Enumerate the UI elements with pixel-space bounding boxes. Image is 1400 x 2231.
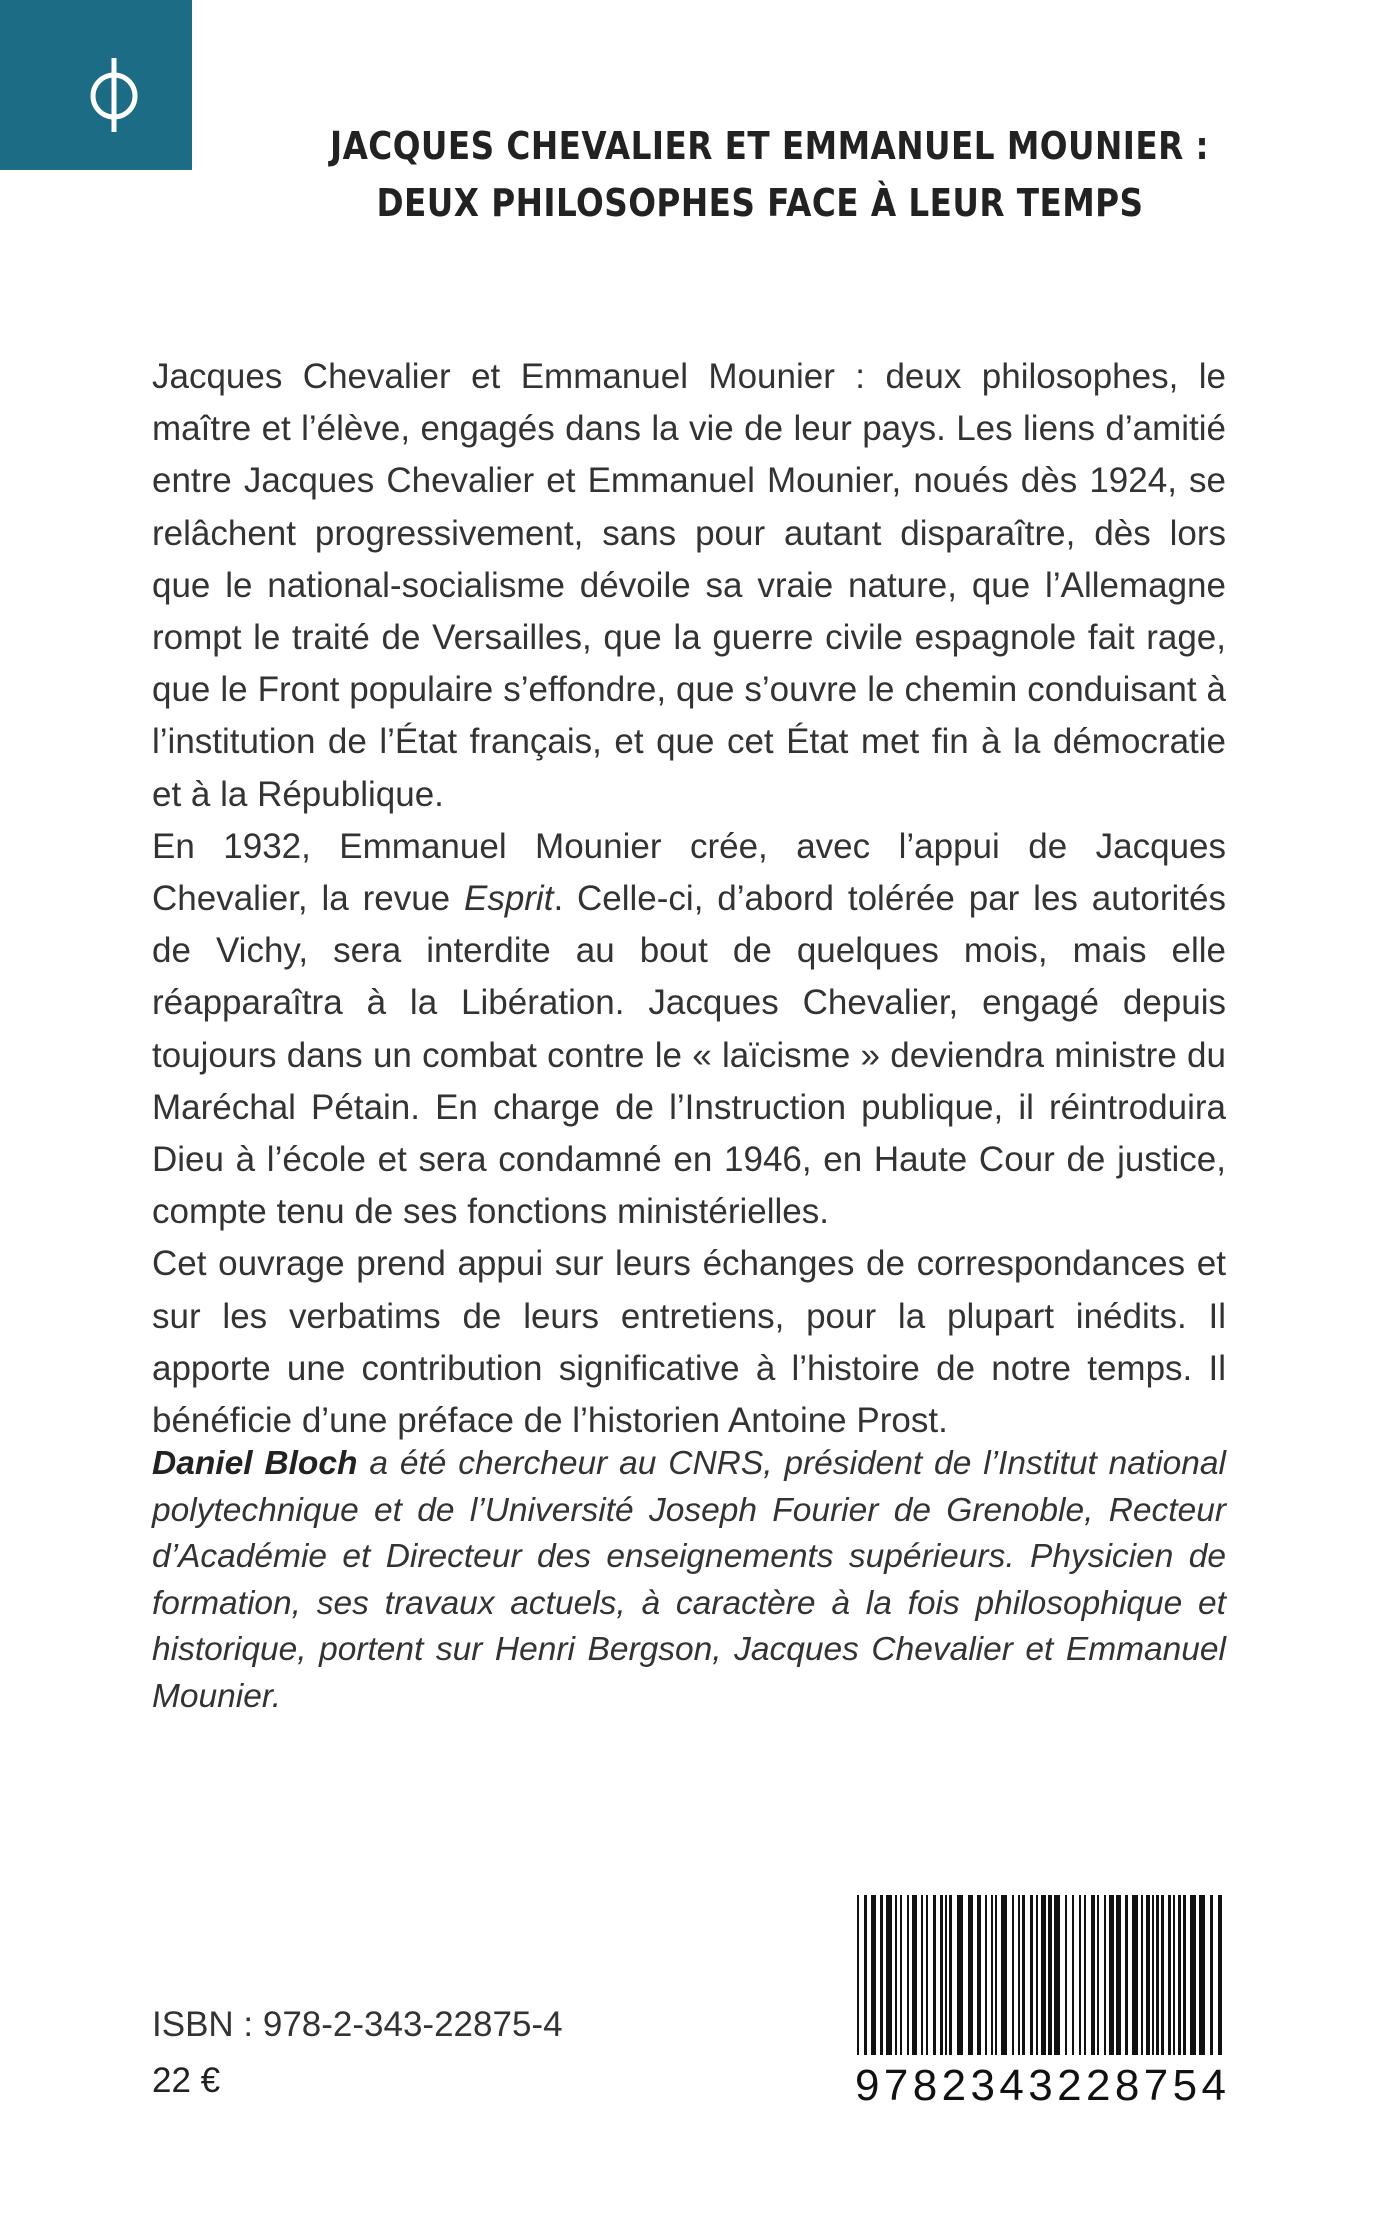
barcode-bar — [1036, 1895, 1038, 2055]
book-title — [330, 118, 1209, 232]
barcode-bar — [1030, 1895, 1033, 2055]
barcode-bar — [1054, 1895, 1060, 2055]
author-name: Daniel Bloch — [152, 1445, 358, 1482]
barcode-bar — [1072, 1895, 1074, 2055]
barcode-bar — [1173, 1895, 1175, 2055]
barcode-bar — [933, 1895, 936, 2055]
price-label: 22 € — [152, 2061, 221, 2100]
barcode — [855, 1895, 1229, 2121]
title-line-2: DEUX PHILOSOPHES FACE À LEUR TEMPS — [376, 181, 1144, 225]
barcode-bar — [949, 1895, 952, 2055]
barcode-bar — [926, 1895, 928, 2055]
barcode-bar — [1156, 1895, 1159, 2055]
barcode-bar — [912, 1895, 917, 2055]
description-paragraph-2: En 1932, Emmanuel Mounier crée, avec l’appui de Jacques Chevalier, la revue Esprit. Celle-ci, d’abord tolérée par les autorités de Vichy, sera interdite au bout de quelques mois, mais elle réapparaîtra à la Libération. Jacques Chevalier, engagé depuis toujours dans un combat contre le « laïcisme » deviendra ministre du Maréchal Pétain. En charge de l’Instruction publique, il réintroduira Dieu à l’école et sera condamné en 1946, en Haute Cour de justice, compte tenu de ses fonctions ministérielles. — [152, 826, 1226, 1232]
author-bio-text: a été chercheur au CNRS, président de l’Institut national polytechnique et de l’Université Joseph Fourier de Grenoble, Recteur d’Académie et Directeur des enseignements supérieurs. Physicien de formation, ses travaux actuels, à caractère à la fois philosophique et historique, portent sur Henri Bergson, Jacques Chevalier et Emmanuel Mounier. — [152, 1445, 1226, 1715]
barcode-bar — [1022, 1895, 1025, 2055]
barcode-bar — [1141, 1895, 1143, 2055]
barcode-bar — [1132, 1895, 1138, 2055]
barcode-bar — [1048, 1895, 1052, 2055]
barcode-bar — [977, 1895, 981, 2055]
barcode-bar — [968, 1895, 973, 2055]
publisher-logo — [0, 0, 192, 170]
barcode-bar — [886, 1895, 892, 2055]
barcode-bar — [1168, 1895, 1171, 2055]
barcode-bar — [1001, 1895, 1007, 2055]
barcode-bar — [1210, 1895, 1213, 2055]
barcode-bar — [1097, 1895, 1099, 2055]
barcode-bar — [1161, 1895, 1164, 2055]
barcode-bar — [1152, 1895, 1154, 2055]
barcode-bar — [1041, 1895, 1046, 2055]
author-bio — [152, 1441, 1226, 1720]
barcode-bar — [1146, 1895, 1150, 2055]
barcode-bar — [880, 1895, 883, 2055]
barcode-bar — [1109, 1895, 1114, 2055]
isbn-label: ISBN : 978-2-343-22875-4 — [152, 2005, 563, 2044]
title-line-1: JACQUES CHEVALIER ET EMMANUEL MOUNIER : — [330, 124, 1209, 168]
barcode-digits: 9782343228754 — [855, 2061, 1231, 2110]
barcode-bar — [940, 1895, 943, 2055]
barcode-bar — [945, 1895, 947, 2055]
barcode-bar — [857, 1895, 859, 2055]
book-description — [152, 351, 1226, 1447]
barcode-bar — [907, 1895, 909, 2055]
phi-icon — [0, 0, 192, 170]
barcode-bar — [991, 1895, 993, 2055]
description-paragraph-1: Jacques Chevalier et Emmanuel Mounier : deux philosophes, le maître et l’élève, engagés dans la vie de leur pays. Les liens d’amitié entre Jacques Chevalier et Emmanuel Mounier, noués dès 1924, se relâchent progressivement, sans pour autant disparaître, dès lors que le national-socialisme dévoile sa vraie nature, que l’Allemagne rompt le traité de Versailles, que la guerre civile espagnole fait rage, que le Front populaire s’effondre, que s’ouvre le chemin conduisant à l’institution de l’État français, et que cet État met fin à la démocratie et à la République. — [152, 357, 1226, 814]
barcode-bar — [957, 1895, 963, 2055]
barcode-bar — [1183, 1895, 1186, 2055]
barcode-bar — [1104, 1895, 1106, 2055]
barcode-bar — [1084, 1895, 1086, 2055]
barcode-bar — [921, 1895, 923, 2055]
barcode-bar — [1199, 1895, 1205, 2055]
barcode-bar — [1116, 1895, 1121, 2055]
barcode-bar — [1079, 1895, 1081, 2055]
barcode-bar — [1018, 1895, 1020, 2055]
barcode-bar — [871, 1895, 876, 2055]
barcode-bar — [1178, 1895, 1181, 2055]
description-paragraph-3: Cet ouvrage prend appui sur leurs échanges de correspondances et sur les verbatims de leurs entretiens, pour la plupart inédits. Il apporte une contribution significative à l’histoire de notre temps. Il bénéficie d’une préface de l’historien Antoine Prost. — [152, 1244, 1226, 1441]
barcode-bar — [864, 1895, 867, 2055]
journal-title: Esprit — [463, 879, 554, 919]
barcode-bar — [995, 1895, 997, 2055]
barcode-bar — [1065, 1895, 1067, 2055]
barcode-icon — [855, 1895, 1229, 2065]
barcode-bar — [985, 1895, 987, 2055]
barcode-bar — [1218, 1895, 1222, 2055]
barcode-bar — [900, 1895, 902, 2055]
barcode-bar — [1012, 1895, 1014, 2055]
barcode-bar — [1190, 1895, 1196, 2055]
barcode-bar — [895, 1895, 897, 2055]
barcode-bar — [1125, 1895, 1128, 2055]
barcode-bar — [1091, 1895, 1095, 2055]
